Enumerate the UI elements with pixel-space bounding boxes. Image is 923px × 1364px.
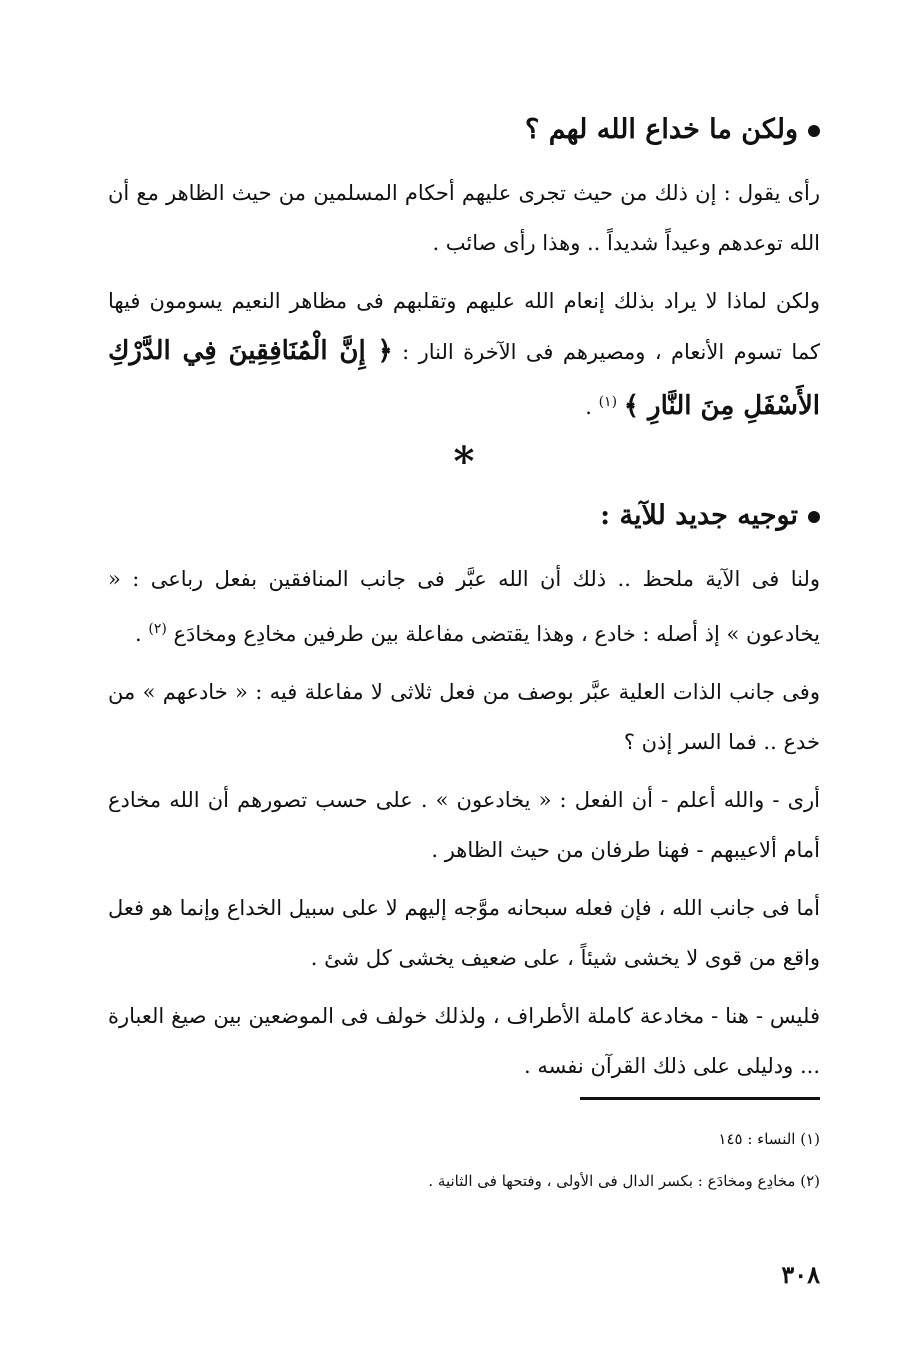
- page-body: [108, 100, 820, 1099]
- paragraph-text: ولكن لماذا لا يراد بذلك إنعام الله عليهم وتقلبهم فى مظاهر النعيم يسومون فيها كما تسوم الأنعام ، ومصيرهم فى الآخرة النار :: [108, 289, 820, 364]
- bullet-icon: [808, 511, 820, 523]
- footnotes: [220, 1118, 820, 1202]
- paragraph-text: ولنا فى الآية ملحظ .. ذلك أن الله عبَّر فى جانب المنافقين بفعل رباعى : « يخادعون » إذ أصله : خادع ، وهذا يقتضى مفاعلة بين طرفين مخادِع ومخادَع: [108, 567, 820, 646]
- paragraph: فليس - هنا - مخادعة كاملة الأطراف ، ولذلك خولف فى الموضعين بين صيغ العبارة ... ودليلى على ذلك القرآن نفسه .: [108, 1004, 820, 1078]
- heading-text: توجيه جديد للآية :: [600, 500, 798, 531]
- page-number: ٣٠٨: [781, 1260, 820, 1289]
- heading-text: ولكن ما خداع الله لهم ؟: [524, 114, 798, 145]
- footnote-divider: [580, 1097, 820, 1100]
- paragraph: رأى يقول : إن ذلك من حيث تجرى عليهم أحكام المسلمين من حيث الظاهر مع أن الله توعدهم وعيداً شديداً .. وهذا رأى صائب .: [108, 181, 820, 255]
- footnote-marker: (١): [598, 394, 618, 410]
- paragraph-end: .: [134, 622, 142, 646]
- bullet-icon: [808, 125, 820, 137]
- quran-verse: ﴿ إِنَّ الْمُنَافِقِينَ فِي الدَّرْكِ الأَسْفَلِ مِنَ النَّارِ ﴾: [108, 336, 820, 421]
- section-heading-deception: [108, 110, 820, 150]
- paragraph: [108, 554, 820, 659]
- footnote-2: (٢) مخادِع ومخادَع : بكسر الدال فى الأولى ، وفتحها فى الثانية .: [428, 1172, 820, 1190]
- footnote-1: (١) النساء : ١٤٥: [718, 1130, 820, 1148]
- paragraph: أرى - والله أعلم - أن الفعل : « يخادعون » . على حسب تصورهم أن الله مخادع أمام ألاعيبهم - فهنا طرفان من حيث الظاهر .: [108, 788, 820, 862]
- section-heading-new-direction: [108, 496, 820, 536]
- paragraph: وفى جانب الذات العلية عبَّر بوصف من فعل ثلاثى لا مفاعلة فيه : « خادعهم » من خدع .. فما السر إذن ؟: [108, 680, 820, 754]
- paragraph-with-quran: [108, 276, 820, 432]
- footnote-marker: (٢): [148, 621, 167, 637]
- section-separator: *: [453, 438, 475, 485]
- paragraph: أما فى جانب الله ، فإن فعله سبحانه موَّجه إليهم لا على سبيل الخداع وإنما هو فعل واقع من قوى لا يخشى شيئاً ، على ضعيف يخشى كل شئ .: [108, 896, 820, 970]
- paragraph-end: .: [585, 395, 592, 419]
